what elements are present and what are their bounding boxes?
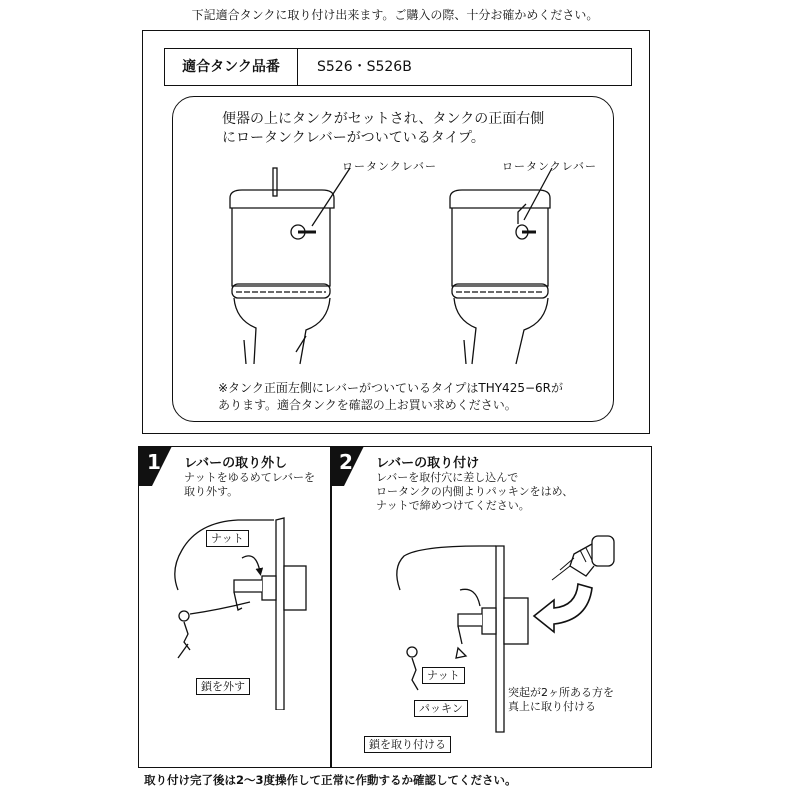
lever-label-left: ロータンクレバー <box>342 160 438 173</box>
compat-table-value: S526・S526B <box>317 59 412 75</box>
step2-instruction-line2: ロータンクの内側よりパッキンをはめ、 <box>376 485 574 498</box>
step2-instruction-line1: レバーを取付穴に差し込んで <box>376 471 519 484</box>
compat-table-header: 適合タンク品番 <box>165 49 298 85</box>
step2-number: 2 <box>339 450 353 474</box>
left-side-note-line2: あります。適合タンクを確認の上お買い求めください。 <box>218 398 517 412</box>
left-side-note-line1: ※タンク正面左側にレバーがついているタイプはTHY425−6Rが <box>218 381 563 395</box>
toilet-right-icon <box>450 168 552 364</box>
toilet-left-icon <box>230 168 350 364</box>
step1-chain-label: 鎖を外す <box>196 678 250 695</box>
lever-label-right: ロータンクレバー <box>502 160 598 173</box>
step2-protrusion-line1: 突起が2ヶ所ある方を <box>508 686 614 699</box>
step2-instruction-line3: ナットで締めつけてください。 <box>376 499 530 512</box>
step2-title: レバーの取り付け <box>376 456 480 471</box>
top-note: 下記適合タンクに取り付け出来ます。ご購入の際、十分お確かめください。 <box>191 8 599 22</box>
step1-instruction-line1: ナットをゆるめてレバーを <box>184 471 316 484</box>
step2-protrusion-line2: 真上に取り付ける <box>508 700 596 713</box>
lever-part-closeup-icon <box>552 536 614 580</box>
type-description-line2: にロータンクレバーがついているタイプ。 <box>222 130 485 146</box>
step1-title: レバーの取り外し <box>184 456 288 471</box>
step1-instruction-line2: 取り外す。 <box>184 485 239 498</box>
step2-packing-label: パッキン <box>414 700 468 717</box>
step1-nut-label: ナット <box>206 530 249 547</box>
toilet-illustrations <box>172 150 612 380</box>
step2-nut-label: ナット <box>422 667 465 684</box>
type-description-line1: 便器の上にタンクがセットされ、タンクの正面右側 <box>222 111 545 127</box>
compat-table <box>164 48 632 86</box>
curved-arrow-icon <box>534 584 592 632</box>
bottom-note: 取り付け完了後は2〜3度操作して正常に作動するか確認してください。 <box>144 773 517 787</box>
step2-illustration <box>330 510 650 750</box>
step2-chain-label: 鎖を取り付ける <box>364 736 451 753</box>
step1-number: 1 <box>147 450 161 474</box>
